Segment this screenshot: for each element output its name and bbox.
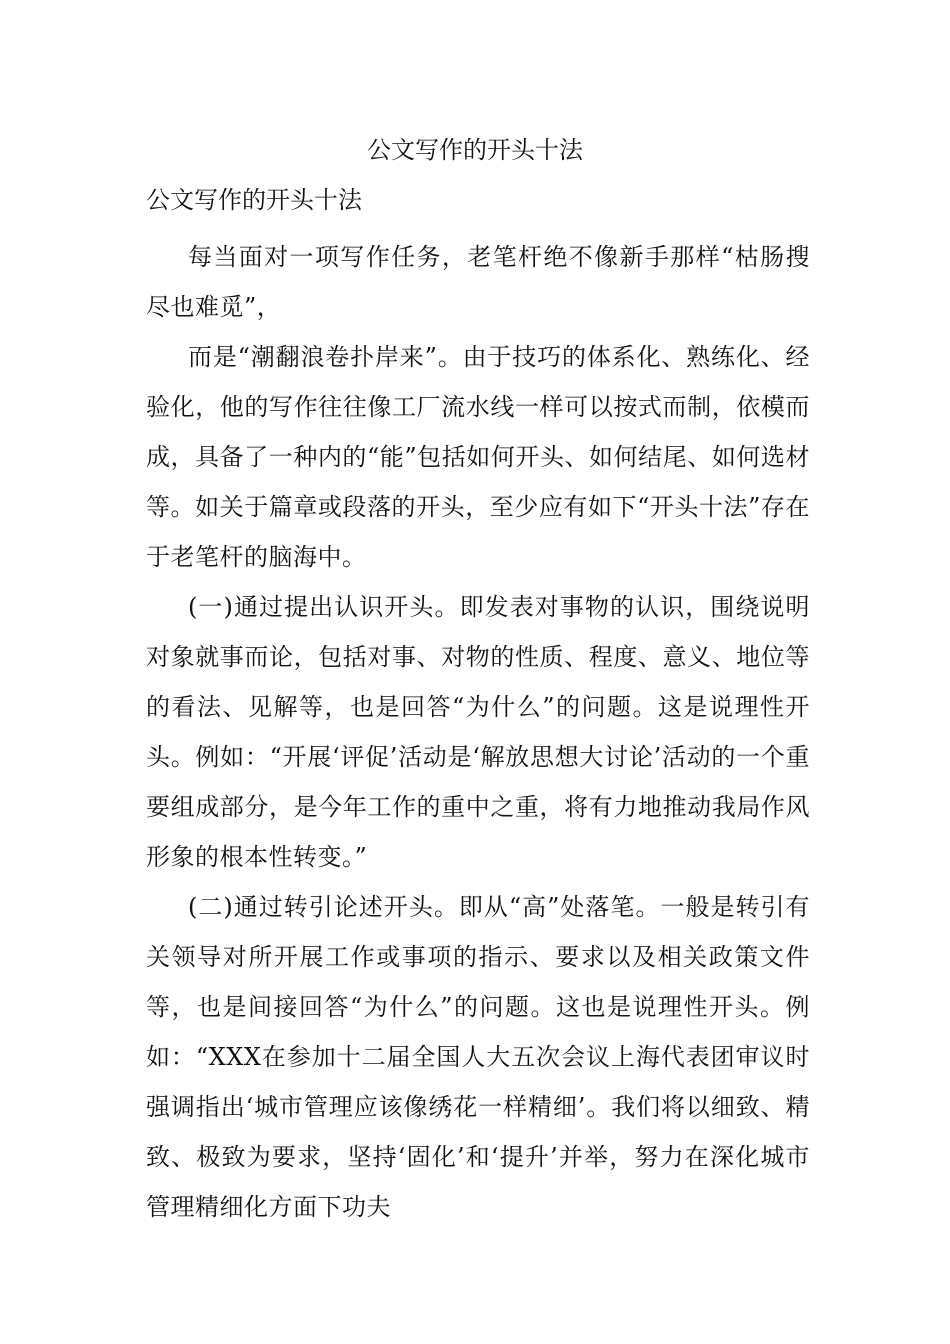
paragraph-explanation: 而是“潮翻浪卷扑岸来”。由于技巧的体系化、熟练化、经验化，他的写作往往像工厂流水线一样可以按式而制，依模而成，具备了一种内的“能”包括如何开头、如何结尾、如何选材等。如关于篇章或段落的开头，至少应有如下“开头十法”存在于老笔杆的脑海中。 [146,343,810,571]
paragraph-method-2: (二)通过转引论述开头。即从“高”处落笔。一般是转引有关领导对所开展工作或事项的指示、要求以及相关政策文件等，也是间接回答“为什么”的问题。这也是说理性开头。例如：“XXX在参加十二届全国人大五次会议上海代表团审议时强调指出‘城市管理应该像绣花一样精细’。我们将以细致、精致、极致为要求，坚持‘固化’和‘提升’并举，努力在深化城市管理精细化方面下功夫 [146,893,810,1221]
document-title: 公文写作的开头十法 [367,136,583,164]
document-subtitle: 公文写作的开头十法 [146,186,362,214]
paragraph-method-1: (一)通过提出认识开头。即发表对事物的认识，围绕说明对象就事而论，包括对事、对物的性质、程度、意义、地位等的看法、见解等，也是回答“为什么”的问题。这是说理性开头。例如：“开展‘评促’活动是‘解放思想大讨论’活动的一个重要组成部分，是今年工作的重中之重，将有力地推动我局作风形象的根本性转变。” [146,593,810,871]
paragraph-intro: 每当面对一项写作任务，老笔杆绝不像新手那样“枯肠搜尽也难觅”， [146,243,810,321]
document-body [146,232,810,1232]
